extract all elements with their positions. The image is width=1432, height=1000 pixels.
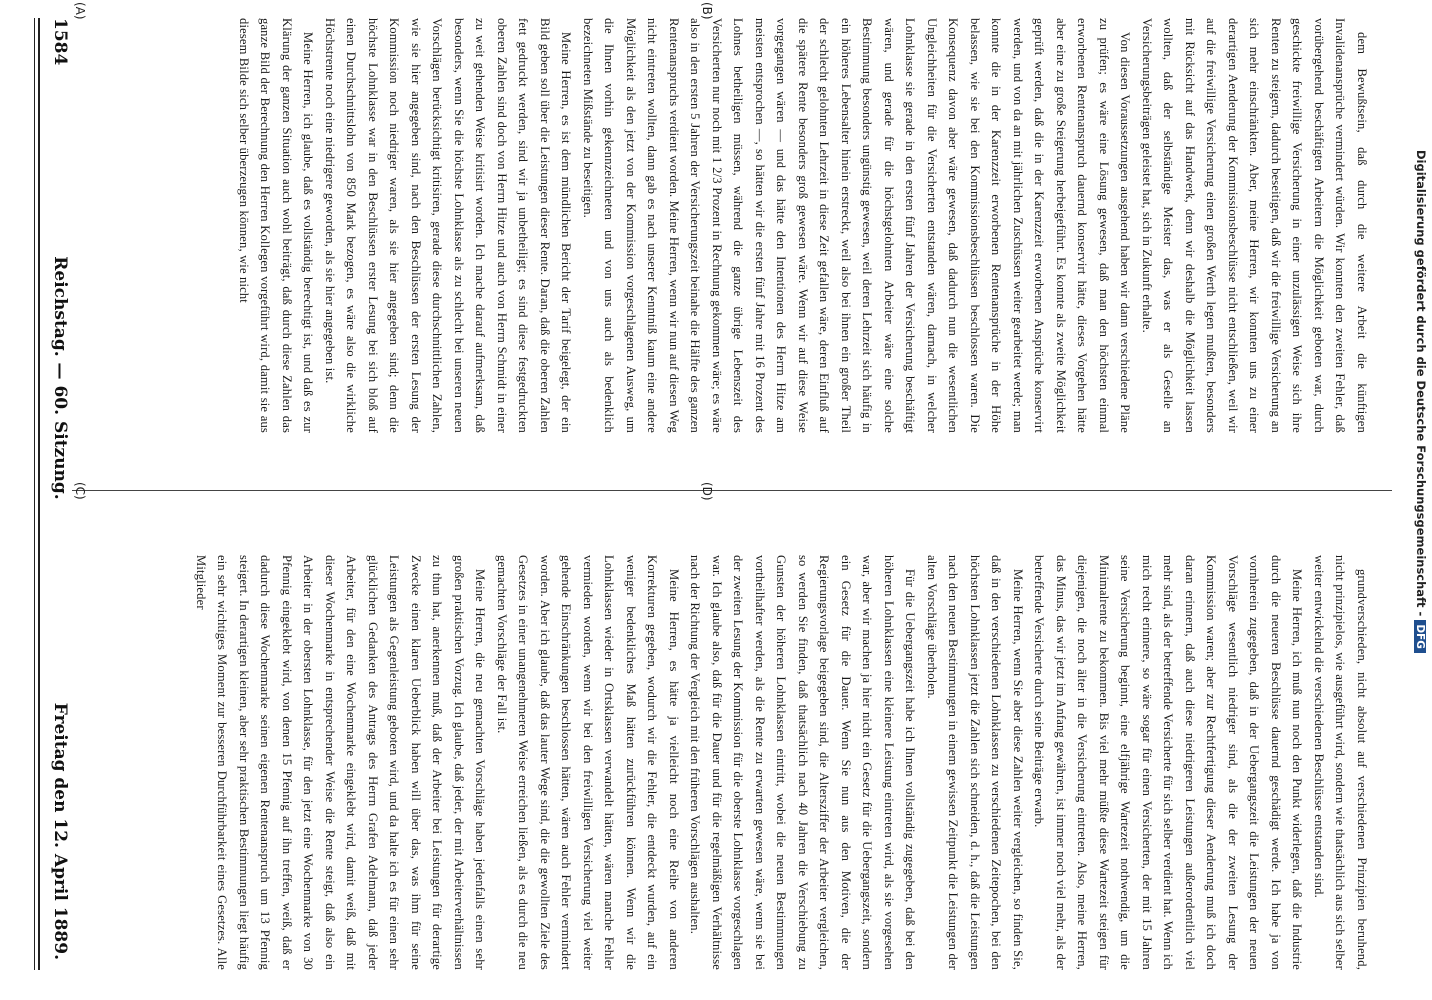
- dfg-logo: DFG: [1414, 620, 1426, 653]
- paragraph: Meine Herren, ich muß nun noch den Punkt widerlegen, daß die Industrie durch die neueren Beschlüsse dauernd geschädigt werde. Ich habe ja von vornherein zugegeben, daß in der Uebergangszeit die Leistungen der neuen Vorschläge wesentlich niedriger sind, als die der zweiten Lesung der Kommission waren; aber zur Rechtfertigung dieser Aenderung muß ich doch daran erinnern, daß auch diese niedrigeren Leistungen außerordentlich viel mehr sind, als der betreffende Versicherte für sich selber verdient hat. Wenn ich mich recht erinnere, so wäre sogar für einen Versicherten, der mit 15 Jahren seine Versicherung beginnt, eine elfjährige Wartezeit nothwendig, um die Minimalrente zu bekommen. Bis viel mehr müßte diese Wartezeit steigen für diejenigen, die noch älter in die Versicherung eintreten. Also, meine Herren, das Minus, das wir jetzt im Anfang gewähren, ist immer noch viel mehr, als der betreffende Versicherte durch seine Beiträge erwarb.: [1032, 555, 1305, 970]
- digitization-credit: [1408, 150, 1428, 1000]
- credit-text: Digitalisierung gefördert durch die Deutsche Forschungsgemeinschaft -: [1414, 150, 1428, 617]
- page-header: [40, 18, 70, 970]
- left-column: [82, 18, 1372, 433]
- paragraph: Meine Herren, wenn Sie aber diese Zahlen weiter vergleichen, so finden Sie, daß in den verschiedenen Lohnklassen zu verschiedenen Zeitepochen, bei den höchsten Lohnklassen jetzt die Zahlen sich schneiden, d. h., daß die Leistungen nach den neuen Bestimmungen in einem gewissen Zeitpunkt die Leistungen der alten Vorschläge überholen.: [925, 555, 1025, 970]
- paragraph: Meine Herren, es hätte ja vielleicht noch eine Reihe von anderen Korrekturen gegeben, wodurch wir die Fehler, die entdeckt wurden, auf ein weniger bedenkliches Maß hätten zurückführen können. Wenn wir die Lohnklassen wieder in Ortsklassen verwandelt hätten, wären manche Fehler vermieden worden, wenn wir bei den freiwilligen Versicherung viel weiter gehende Einschränkungen beschlossen hätten, wären auch Fehler vermindert worden. Aber ich glaube, daß das lauter Wege sind, die die gewollten Ziele des Gesetzes in einer unangenehmeren Weise erreichen ließen, als es durch die neu gemachten Vorschläge der Fall ist.: [495, 555, 681, 970]
- paragraph: Meine Herren, es ist dem mündlichen Bericht der Tarif beigelegt, der ein Bild geben soll über die Leistungen dieser Rente. Daran, daß die oberen Zahlen fett gedruckt werden, sind wir ja unbetheiligt; es sind diese festgedruckten oberen Zahlen sind doch von Herrn Hitze und auch von Herrn Schmidt in einer zu weit gehenden Weise kritisirt worden. Ich mache darauf aufmerksam, daß besonders, wenn Sie die höchste Lohnklasse als zu schlecht bei unseren neuen Vorschlägen berücksichtigt kritisiren, gerade diese durchschnittlichen Zahlen, wie sie hier angegeben sind, nach den Beschlüssen der ersten Lesung der Kommission noch niedriger waren, als sie hier angegeben sind; denn die höchste Lohnklasse war in den Beschlüssen erster Lesung bei sich bloß auf einen Durchschnittslohn von 850 Mark bezogen, es wäre also die wirkliche Höchstrente noch eine niedrigere geworden, als sie hier angegeben ist.: [323, 18, 574, 433]
- column-divider: [72, 490, 1392, 491]
- margin-marker-d: (D): [700, 482, 714, 501]
- right-column: [82, 555, 1372, 970]
- paragraph: Für die Uebergangszeit habe ich Ihnen vollständig zugegeben, daß bei den höheren Lohnklassen eine kleinere Leistung eintreten wird, als sie vorgesehen war, aber wir machen ja hier nicht ein Gesetz für die Uebergangszeit, sondern ein Gesetz für die Dauer. Wenn Sie nun aus den Motiven, die der Regierungsvorlage beigegeben sind, die Altersziffer der Arbeiter vergleichen, so werden Sie finden, daß thatsächlich nach 40 Jahren die Verschiebung zu Gunsten der höheren Lohnklassen eintritt, wobei die neuen Bestimmungen vortheilhafter werden, als die Rente zu erwarten gewesen wäre, wenn sie bei der zweiten Lesung der Kommission für die oberste Lohnklasse vorgeschlagen war. Ich glaube also, daß für die Dauer und für die regelmäßigen Verhältnisse nach der Richtung der Vergleich mit den früheren Vorschlägen aushalten.: [688, 555, 918, 970]
- paragraph: Meine Herren, ich glaube, daß es vollständig berechtigt ist, und daß es zur Klärung der ganzen Situation auch wohl beiträgt, daß durch diese Zahlen das ganze Bild der Berechnung den Herren Kollegen vorgeführt wird, damit sie aus diesem Bilde sich selber überzeugen können, wie nicht: [237, 18, 316, 433]
- paragraph: Meine Herren, die neu gemachten Vorschläge haben jedenfalls einen sehr großen praktischen Vorzug. Ich glaube, daß jeder, der mit Arbeiterverhältnissen zu thun hat, anerkennen muß, daß der Arbeiter bei Leistungen für derartige Zwecke einen klaren Ueberblick haben will über das, was ihm für seine Leistungen als Gegenleistung geboten wird, und da halte ich es für einen sehr glücklichen Gedanken des Antrags des Herrn Grafen Adelmann, daß jeder Arbeiter, für den eine Wochenmarke eingeklebt wird, damit weiß, daß mit dieser Wochenmarke in entsprechender Weise die Rente steigt, daß also ein Arbeiter in der obersten Lohnklasse, für den jetzt eine Wochenmarke von 30 Pfennig eingeklebt wird, von denen 15 Pfennig auf ihn treffen, weiß, daß er dadurch diese Wochenmarke seinen eigenen Rentenanspruch um 13 Pfennig steigert. In derartigen kleinen, aber sehr praktischen Bestimmungen liegt häufig ein sehr wichtiges Moment zur besseren Durchführbarkeit eines Gesetzes. Alle Mitglieder: [194, 555, 488, 970]
- header-rule-thin: [34, 18, 35, 970]
- header-date: Freitag den 12. April 1889.: [50, 702, 70, 960]
- header-session: Reichstag. — 60. Sitzung.: [50, 256, 70, 500]
- paragraph: dem Bewußtsein, daß durch die weitere Arbeit die künftigen Invalidenansprüche vermindert würden. Wir konnten den zweiten Fehler, daß vorübergehend beschäftigten Arbeitern die Möglichkeit geboten war, durch geschickte freiwillige Versicherung in einer unzulässigen Weise sich ihre Renten zu steigern, dadurch beseitigen, daß wir die freiwillige Versicherung an sich mehr einschränkten. Aber, meine Herren, wir konnten uns zu einer derartigen Aenderung der Kommissionsbeschlüsse nicht entschließen, weil wir auf die freiwillige Versicherung einen großen Werth legen mußten, besonders mit Rücksicht auf das Handwerk, denn wir deshalb die Möglichkeit lassen wollten, daß der selbständige Meister das, was er als Geselle an Versicherungsbeiträgen geleistet hat, sich in Zukunft erhalte.: [1140, 18, 1369, 433]
- paragraph: Von diesen Voraussetzungen ausgehend haben wir dann verschiedene Pläne zu prüfen; es wäre eine Lösung gewesen, daß man den höchsten einmal erworbenen Rentenanspruch dauernd konservirt hätte, dieses Vorgehen hätte aber eine zu große Steigerung herbeigeführt. Es konnte als zweite Möglichkeit geprüft werden, daß die in der Karenzzeit erworbenen Ansprüche konservirt werden, und von da an mit jährlichen Zuschüssen weiter gearbeitet werde; man konnte die in der Karenzzeit erworbenen Rentenansprüche in der Höhe belassen, wie sie bei den Kommissionsbeschlüssen beschlossen waren. Die Konsequenz davon aber wäre gewesen, daß dadurch nun die wesentlichen Ungleichheiten für die Versicherten entstanden wären, darnach, in welcher Lohnklasse sie gerade in den ersten fünf Jahren der Versicherung beschäftigt wären, und gerade für die höchstgelohnten Arbeiter wäre eine solche Bestimmung besonders ungünstig gewesen, weil deren Lehrzeit sich häufig in ein höheres Lebensalter hinein erstreckt, weil also bei ihnen ein großer Theil der schlecht gelohnten Lehrzeit in diese Zeit gefallen wäre, deren Einfluß auf die spätere Rente besonders groß gewesen wäre. Wenn wir auf diese Weise vorgegangen wären — und das hätte den Intentionen des Herrn Hitze am meisten entsprochen —, so hätten wir die ersten fünf Jahre mit 16 Prozent des Lohnes betheiligen müssen, während die ganze übrige Lebenszeit des Versicherten nur noch mit 1 2/3 Prozent in Rechnung gekommen wäre; es wäre also in den ersten 5 Jahren der Versicherungszeit beinahe die Hälfte des ganzen Rentenanspruchs verdient worden. Meine Herren, wenn wir nun auf diesen Weg nicht eintreten wollten, dann gab es nach unserer Kenntniß kaum eine andere Möglichkeit als den jetzt von der Kommission vorgeschlagenen Ausweg, um die Ihnen vorhin gekennzeichneten und von uns auch als bedenklich bezeichneten Mißstände zu beseitigen.: [581, 18, 1133, 433]
- page-number: 1584: [50, 18, 70, 66]
- margin-marker-c: (C): [73, 482, 87, 500]
- header-rule: [38, 18, 40, 970]
- margin-marker-a: (A): [73, 2, 87, 20]
- margin-marker-b: (B): [700, 2, 714, 20]
- paragraph: grundverschieden, nicht absolut auf verschiedenen Prinzipien beruhend, nicht prinzipielos, wie ausgeführt wird, sondern wie thatsächlich aus sich selber weiter entwickelnd die verschiedenen Beschlüsse entstanden sind.: [1312, 555, 1369, 970]
